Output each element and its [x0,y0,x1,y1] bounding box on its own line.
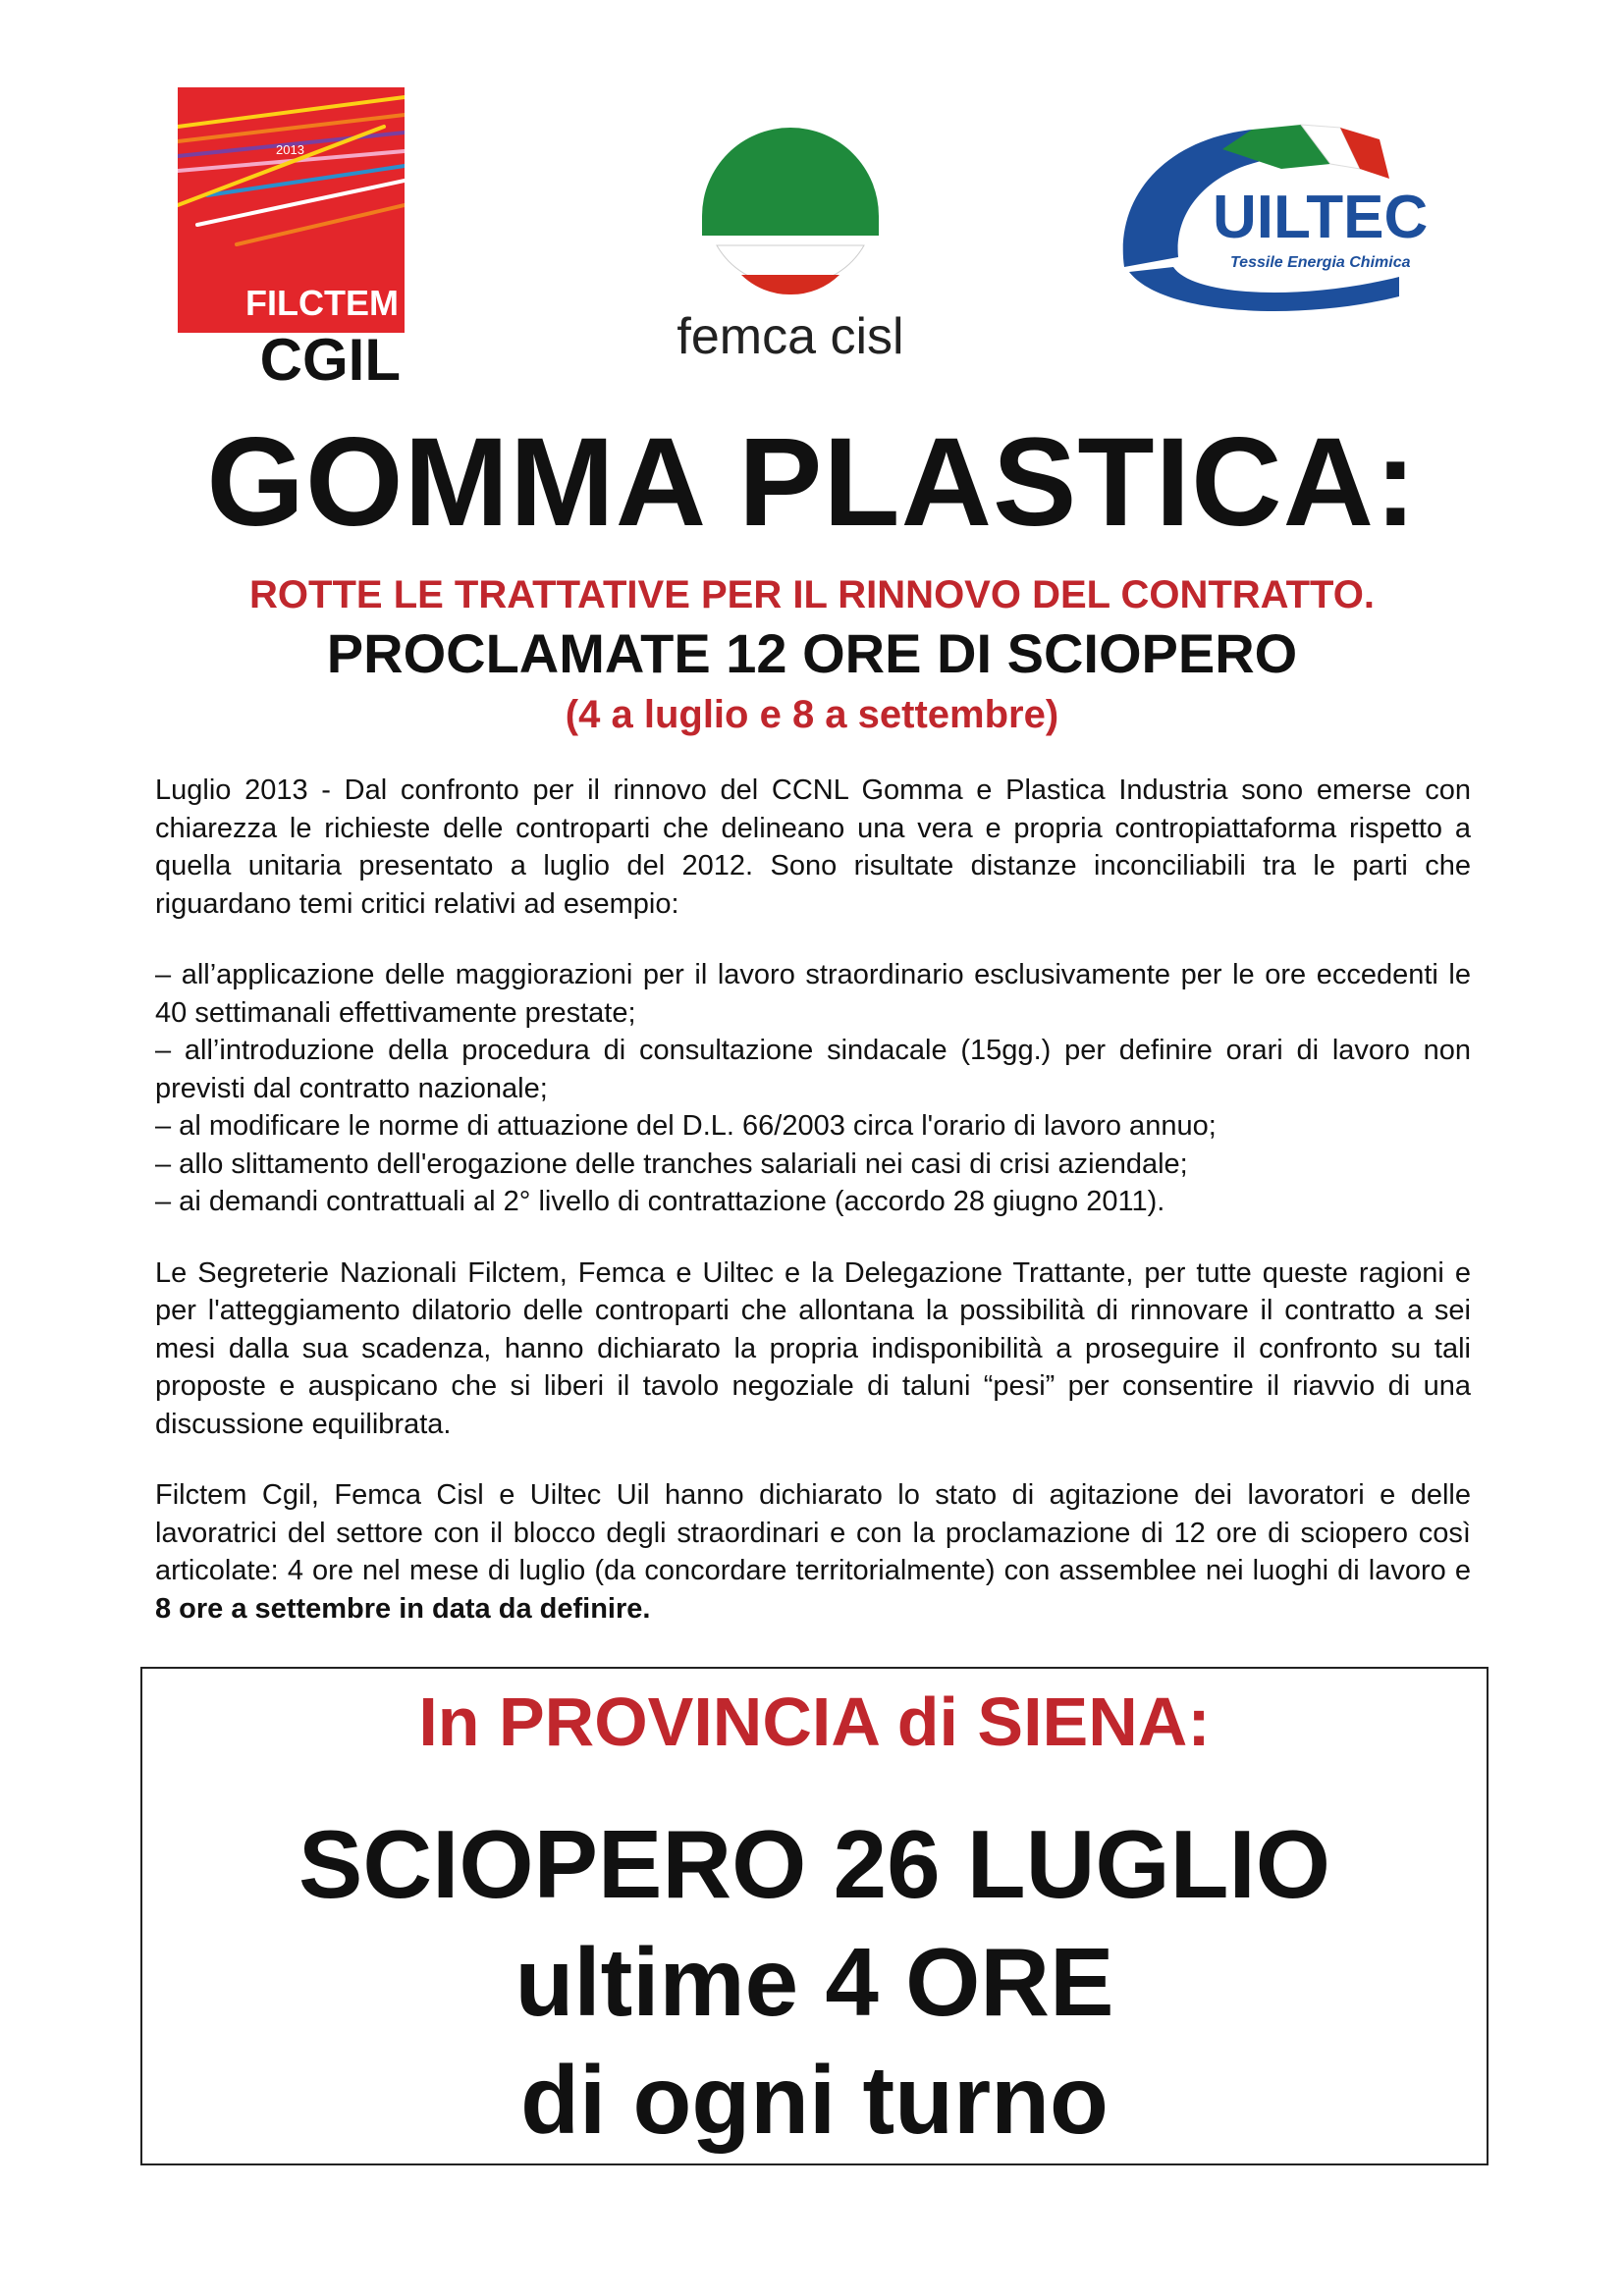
subtitle-strike-hours: PROCLAMATE 12 ORE DI SCIOPERO [326,622,1298,684]
list-item: – all’introduzione della procedura di consultazione sindacale (15gg.) per definire orari di lavoro non previsti dal contratto nazionale; [155,1035,1471,1104]
filctem-cgil-logo [178,87,405,386]
intro-paragraph: Luglio 2013 - Dal confronto per il rinnovo del CCNL Gomma e Plastica Industria sono emerse con chiarezza le richieste delle controparti che delineano una vera e propria contropiattaforma rispetto a quella unitaria presentato a luglio del 2012. Sono risultate distanze inconciliabili tra le parti che riguardano temi critici relativi ad esempio: [155,774,1471,920]
list-item: – al modificare le norme di attuazione del D.L. 66/2003 circa l'orario di lavoro annuo; [155,1110,1217,1142]
list-item: – all’applicazione delle maggiorazioni per il lavoro straordinario esclusivamente per le ore eccedenti le 40 settimanali effettivamente prestate; [155,959,1471,1029]
logo-uiltec-tagline: Tessile Energia Chimica [1230,254,1411,271]
notice-province: In PROVINCIA di SIENA: [418,1683,1211,1760]
siena-notice-box [140,1667,1489,2165]
uiltec-logo [1105,120,1458,318]
logo-femca-text: femca cisl [677,308,904,363]
agitation-paragraph [155,1476,1471,1628]
list-item: – allo slittamento dell'erogazione delle tranches salariali nei casi di crisi aziendale; [155,1148,1188,1180]
page-title: GOMMA PLASTICA: [206,412,1418,553]
logo-cgil-text: CGIL [259,327,401,386]
list-item: – ai demandi contrattuali al 2° livello di contrattazione (accordo 28 giugno 2011). [155,1186,1165,1217]
subtitle-negotiations: ROTTE LE TRATTATIVE PER IL RINNOVO DEL CONTRATTO. [249,573,1375,616]
femca-cisl-logo [648,118,933,363]
body-text [155,772,1471,1628]
secretariats-paragraph: Le Segreterie Nazionali Filctem, Femca e Uiltec e la Delegazione Trattante, per tutte queste ragioni e per l'atteggiamento dilatorio delle controparti che allontana la possibilità di rinnovare il contratto a sei mesi dalla sua scadenza, hanno dichiarato la propria indisponibilità a proseguire il confronto su tali proposte e auspicano che si liberi il tavolo negoziale di taluni “pesi” per consentire il riavvio di una discussione equilibrata. [155,1256,1471,1440]
logo-uiltec-name: UILTEC [1213,184,1429,251]
agitation-bold-text: 8 ore a settembre in data da definire. [155,1592,651,1625]
notice-every-shift: di ogni turno [520,2046,1109,2154]
agitation-text: Filctem Cgil, Femca Cisl e Uiltec Uil hanno dichiarato lo stato di agitazione dei lavoratori e delle lavoratrici del settore con il blocco degli straordinari e con la proclamazione di 12 ore di sciopero così articolate: 4 ore nel mese di luglio (da concordare territorialmente) con assemblee nei luoghi di lavoro e [155,1479,1471,1586]
subtitle-dates: (4 a luglio e 8 a settembre) [565,693,1059,736]
logo-filctem-text: FILCTEM [245,283,399,323]
notice-strike-date: SCIOPERO 26 LUGLIO [298,1810,1330,1918]
notice-last-hours: ultime 4 ORE [514,1928,1114,2036]
logo-year: 2013 [276,142,304,157]
